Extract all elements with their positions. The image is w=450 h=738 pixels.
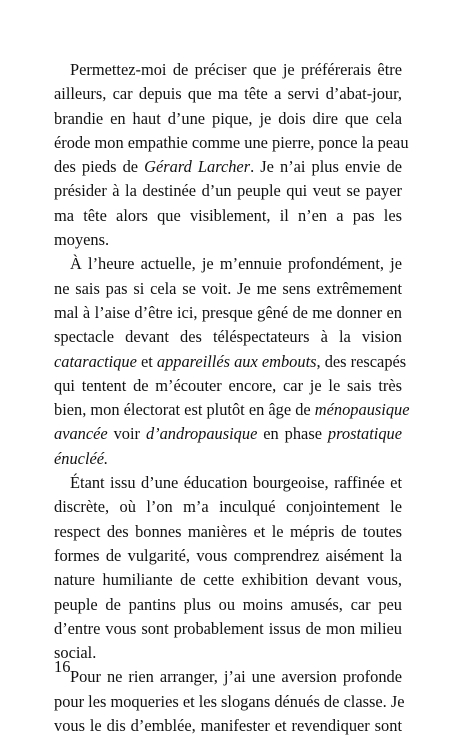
- text-line: [54, 520, 402, 544]
- italic-text-segment: Gérard Larcher: [144, 157, 251, 177]
- text-segment: en phase: [257, 424, 328, 444]
- text-line: [54, 447, 402, 471]
- text-segment: mal à l’aise d’être ici, presque gêné de me donner en: [54, 302, 402, 322]
- text-segment: respect des bonnes manières et le mépris de toutes: [54, 521, 402, 541]
- text-segment: vous le dis d’emblée, manifester et revendiquer sont: [54, 716, 402, 736]
- text-line: [54, 301, 402, 325]
- italic-text-segment: ménopausique: [314, 400, 410, 420]
- text-line: [54, 374, 402, 398]
- text-line: [54, 107, 402, 131]
- text-segment: d’entre vous sont probablement issus de mon milieu: [54, 618, 402, 638]
- text-line: [54, 593, 402, 617]
- text-line: [54, 277, 402, 301]
- text-segment: nature humiliante de cette exhibition devant vous,: [54, 570, 402, 590]
- text-line: [54, 544, 402, 568]
- text-segment: présider à la destinée d’un peuple qui veut se payer: [54, 181, 402, 201]
- text-line: [54, 471, 402, 495]
- text-segment: ma tête alors que visiblement, il n’en a pas les: [54, 205, 402, 225]
- text-segment: Pour ne rien arranger, j’ai une aversion profonde: [70, 667, 402, 687]
- text-line: [54, 204, 402, 228]
- text-line: [54, 179, 402, 203]
- text-line: [54, 568, 402, 592]
- page-number: 16: [54, 657, 71, 676]
- text-line: [54, 714, 402, 738]
- text-segment: Permettez-moi de préciser que je préférerais être: [70, 60, 402, 79]
- italic-text-segment: avancée: [54, 424, 108, 444]
- text-segment: ailleurs, car depuis que ma tête a servi d’abat-jour,: [54, 84, 402, 104]
- text-segment: . Je n’ai plus envie de: [250, 157, 402, 177]
- text-line: [54, 350, 407, 374]
- text-segment: moyens.: [54, 230, 110, 250]
- text-segment: qui tentent de m’écouter encore, car je le sais très: [54, 375, 402, 395]
- text-line: [54, 641, 402, 665]
- text-segment: érode mon empathie comme une pierre, ponce la peau: [54, 132, 409, 152]
- text-line: [54, 398, 410, 422]
- text-line: [54, 495, 402, 519]
- text-segment: bien, mon électorat est plutôt en âge de: [54, 400, 315, 420]
- text-segment: pour les moqueries et les slogans dénués de classe. Je: [54, 691, 405, 711]
- text-segment: peuple de pantins plus ou moins amusés, car peu: [54, 594, 402, 614]
- text-segment: À l’heure actuelle, je m’ennuie profondément, je: [70, 254, 402, 274]
- text-line: [54, 228, 402, 252]
- text-line: [54, 325, 402, 349]
- text-segment: ne sais pas si cela se voit. Je me sens extrêmement: [54, 278, 402, 298]
- text-line: [54, 422, 402, 446]
- text-segment: formes de vulgarité, vous comprendrez aisément la: [54, 545, 402, 565]
- text-segment: brandie en haut d’une pique, je dois dire que cela: [54, 108, 402, 128]
- text-line: [54, 617, 402, 641]
- italic-text-segment: cataractique: [54, 351, 137, 371]
- text-segment: spectacle devant des téléspectateurs à la vision: [54, 327, 402, 347]
- text-segment: voir: [107, 424, 146, 444]
- text-line: [54, 690, 405, 714]
- text-segment: social.: [54, 643, 97, 663]
- italic-text-segment: appareillés aux embouts: [156, 351, 317, 371]
- italic-text-segment: énucléé.: [54, 448, 109, 468]
- italic-text-segment: d’andropausique: [145, 424, 258, 444]
- body-text: [54, 58, 410, 738]
- text-line: [54, 665, 402, 689]
- italic-text-segment: prostatique: [327, 424, 402, 444]
- text-segment: Étant issu d’une éducation bourgeoise, raffinée et: [70, 473, 402, 493]
- text-segment: des pieds de: [54, 157, 145, 177]
- text-segment: , des rescapés: [316, 351, 407, 371]
- text-line: [54, 82, 402, 106]
- text-segment: et: [136, 351, 157, 371]
- text-line: [54, 131, 409, 155]
- text-line: [54, 252, 402, 276]
- text-line: [54, 155, 402, 179]
- text-segment: discrète, où l’on m’a inculqué conjointement le: [54, 497, 402, 517]
- text-line: [54, 58, 402, 82]
